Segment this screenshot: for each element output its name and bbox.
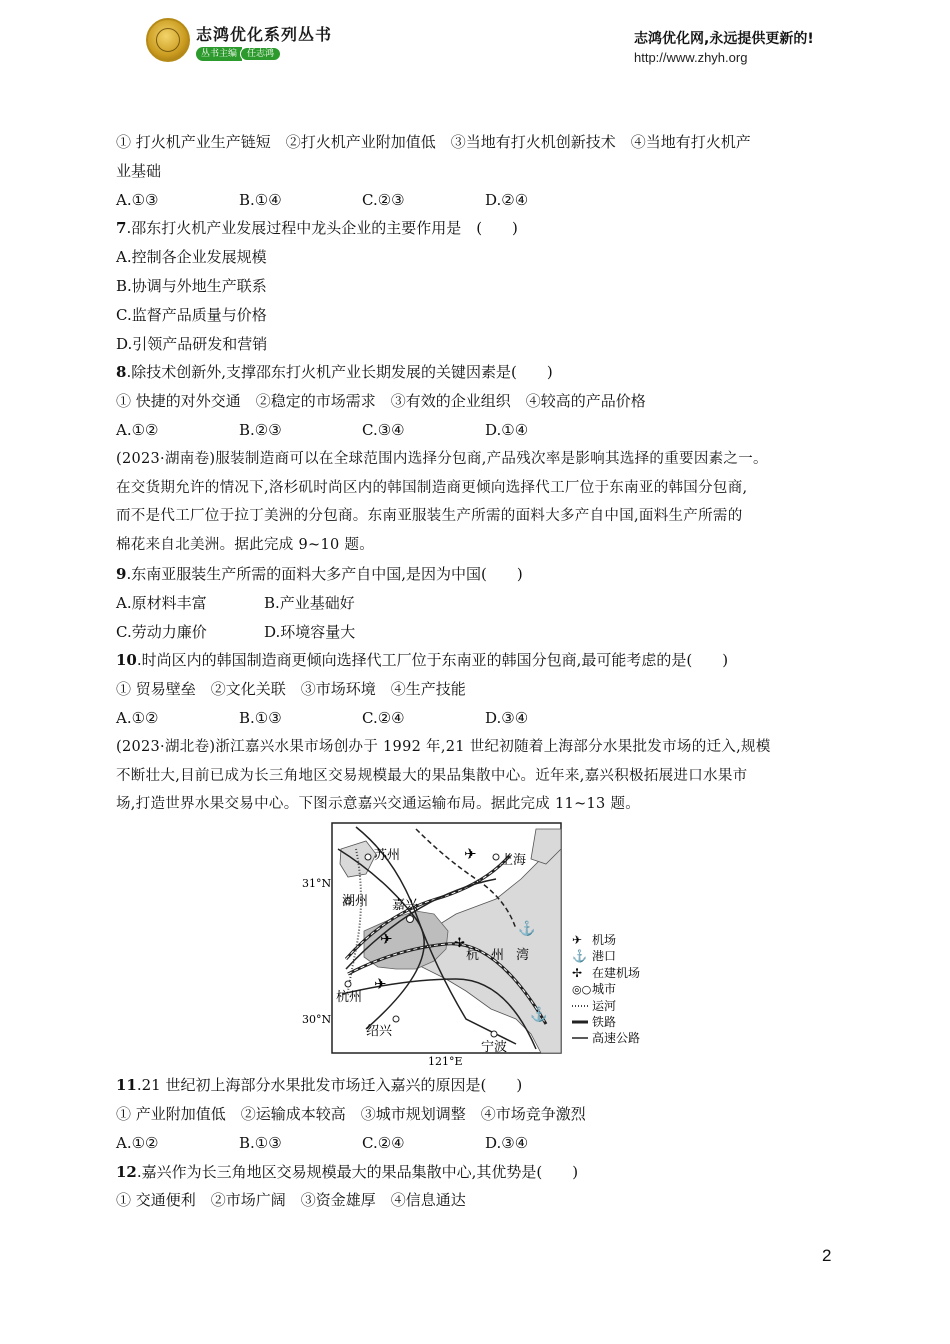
- lon-label-121: 121°E: [428, 1055, 463, 1069]
- option-d[interactable]: D.①④: [485, 420, 529, 439]
- q11-options: [116, 1129, 836, 1158]
- port-icon: ⚓: [572, 949, 587, 964]
- airport-icon: ✈: [572, 933, 583, 948]
- option-c[interactable]: C.②④: [362, 1133, 405, 1152]
- q12-stem: [116, 1158, 836, 1187]
- city-marker: [365, 854, 371, 860]
- option-d[interactable]: D.引领产品研发和营销: [116, 334, 268, 353]
- option-b[interactable]: B.产业基础好: [264, 593, 355, 612]
- jiaxing-transport-map: [116, 819, 836, 1071]
- option-c[interactable]: C.②④: [362, 708, 405, 727]
- header-url[interactable]: http://www.zhyh.org: [634, 50, 748, 65]
- option-b[interactable]: B.①③: [239, 708, 282, 727]
- city-label-hangzhou: 杭州: [336, 990, 363, 1006]
- question-text: .东南亚服装生产所需的面料大多产自中国,是因为中国( ): [126, 564, 523, 583]
- option-a[interactable]: A.①②: [116, 708, 159, 727]
- q7-stem: [116, 214, 836, 243]
- legend-port: 港口: [592, 949, 617, 964]
- intro-11-13-line3: 场,打造世界水果交易中心。下图示意嘉兴交通运输布局。据此完成 11~13 题。: [116, 796, 641, 813]
- intro-9-10-line4: 棉花来自北美洲。据此完成 9~10 题。: [116, 537, 375, 554]
- page-header: [0, 0, 950, 80]
- q10-options: [116, 704, 836, 733]
- option-a[interactable]: A.控制各企业发展规模: [116, 248, 267, 267]
- q10-stem: [116, 646, 836, 675]
- lat-label-31: 31°N: [302, 877, 332, 891]
- editor-badge: [196, 47, 281, 61]
- option-b[interactable]: B.①④: [239, 190, 282, 209]
- question-number: 9: [116, 564, 127, 583]
- page-content: [116, 128, 836, 1215]
- city-label-shanghai: 上海: [500, 853, 527, 869]
- option-c[interactable]: C.监督产品质量与价格: [116, 305, 267, 324]
- legend-construction-airport: 在建机场: [592, 966, 641, 981]
- question-number: 7: [116, 219, 127, 238]
- question-number: 12: [116, 1162, 137, 1181]
- question-number: 10: [116, 651, 137, 670]
- option-a[interactable]: A.原材料丰富: [116, 593, 207, 612]
- port-icon: ⚓: [518, 921, 536, 938]
- question-text: .21 世纪初上海部分水果批发市场迁入嘉兴的原因是( ): [136, 1076, 523, 1095]
- legend-airport: 机场: [592, 933, 617, 948]
- q8-stem: [116, 358, 836, 387]
- q9-options-row2: [116, 618, 836, 647]
- legend-canal: 运河: [592, 999, 617, 1014]
- intro-11-13-line2: 不断壮大,目前已成为长三角地区交易规模最大的果品集散中心。近年来,嘉兴积极拓展进口水果市: [116, 767, 748, 784]
- option-b[interactable]: B.②③: [239, 420, 282, 439]
- map-legend: [572, 932, 640, 1045]
- airport-icon: ✈: [374, 975, 387, 994]
- city-label-huzhou: 湖州: [342, 894, 369, 910]
- city-marker: [345, 981, 351, 987]
- port-icon: ⚓: [530, 1007, 548, 1024]
- option-d[interactable]: D.②④: [485, 190, 529, 209]
- option-b[interactable]: B.协调与外地生产联系: [116, 276, 267, 295]
- q6-options: [116, 186, 836, 215]
- series-logo: [146, 18, 190, 62]
- intro-11-13-line1: (2023·湖北卷)浙江嘉兴水果市场创办于 1992 年,21 世纪初随着上海部分水果批发市场的迁入,规模: [116, 738, 771, 755]
- option-c[interactable]: C.②③: [362, 190, 405, 209]
- series-title: 志鸿优化系列丛书: [196, 25, 333, 44]
- legend-railway: 铁路: [592, 1015, 617, 1030]
- city-marker: [491, 1031, 497, 1037]
- question-text: .嘉兴作为长三角地区交易规模最大的果品集散中心,其优势是( ): [136, 1162, 579, 1181]
- city-label-shaoxing: 绍兴: [366, 1024, 393, 1040]
- q10-statements: ① 贸易壁垒 ②文化关联 ③市场环境 ④生产技能: [116, 680, 466, 699]
- header-slogan: 志鸿优化网,永远提供更新的!: [634, 31, 814, 47]
- bay-label-1: 杭: [466, 948, 480, 964]
- option-d[interactable]: D.环境容量大: [264, 622, 356, 641]
- page-number: 2: [822, 1246, 832, 1265]
- city-icon: ◎○: [572, 983, 592, 997]
- construction-airport-icon: ✢: [454, 936, 465, 952]
- bay-label-2: 州: [491, 948, 505, 964]
- option-a[interactable]: A.①③: [116, 190, 159, 209]
- option-a[interactable]: A.①②: [116, 1133, 159, 1152]
- intro-9-10-line3: 而不是代工厂位于拉丁美洲的分包商。东南亚服装生产所需的面料大多产自中国,面料生产所需的: [116, 508, 743, 525]
- question-text: .除技术创新外,支撑邵东打火机产业长期发展的关键因素是( ): [126, 363, 553, 382]
- airport-icon: ✈: [464, 845, 477, 864]
- question-number: 8: [116, 363, 127, 382]
- q11-statements: ① 产业附加值低 ②运输成本较高 ③城市规划调整 ④市场竞争激烈: [116, 1104, 586, 1123]
- option-b[interactable]: B.①③: [239, 1133, 282, 1152]
- bay-label-3: 湾: [516, 948, 530, 964]
- intro-9-10-line1: (2023·湖南卷)服装制造商可以在全球范围内选择分包商,产品残次率是影响其选择的重要因素之一。: [116, 450, 768, 467]
- option-d[interactable]: D.③④: [485, 1133, 529, 1152]
- city-label-jiaxing: 嘉兴: [392, 898, 419, 914]
- lat-label-30: 30°N: [302, 1013, 332, 1027]
- editor-name: 任志鸿: [240, 47, 281, 61]
- city-marker-main: [407, 916, 414, 923]
- option-a[interactable]: A.①②: [116, 420, 159, 439]
- q8-options: [116, 416, 836, 445]
- q6-statements-line2: 业基础: [116, 161, 162, 180]
- intro-9-10-line2: 在交货期允许的情况下,洛杉矶时尚区内的韩国制造商更倾向选择代工厂位于东南亚的韩国分包商,: [116, 479, 748, 496]
- city-label-suzhou: 苏州: [374, 848, 401, 864]
- question-text: .时尚区内的韩国制造商更倾向选择代工厂位于东南亚的韩国分包商,最可能考虑的是( ): [136, 651, 729, 670]
- city-label-ningbo: 宁波: [481, 1040, 508, 1056]
- map-figure: [116, 819, 836, 1071]
- q11-stem: [116, 1071, 836, 1100]
- q12-statements: ① 交通便利 ②市场广阔 ③资金雄厚 ④信息通达: [116, 1191, 466, 1210]
- question-text: .邵东打火机产业发展过程中龙头企业的主要作用是 ( ): [126, 219, 518, 238]
- question-number: 11: [116, 1076, 137, 1095]
- editor-label: 丛书主编: [196, 47, 242, 61]
- city-marker: [393, 1016, 399, 1022]
- legend-highway: 高速公路: [592, 1031, 641, 1046]
- option-d[interactable]: D.③④: [485, 708, 529, 727]
- option-c[interactable]: C.③④: [362, 420, 405, 439]
- city-marker: [493, 854, 499, 860]
- legend-city: 城市: [592, 982, 617, 997]
- option-c[interactable]: C.劳动力廉价: [116, 622, 207, 641]
- q8-statements: ① 快捷的对外交通 ②稳定的市场需求 ③有效的企业组织 ④较高的产品价格: [116, 392, 646, 411]
- q9-options-row1: [116, 589, 836, 618]
- q9-stem: [116, 560, 836, 589]
- airport-icon: ✈: [380, 930, 393, 949]
- q6-statements-line1: ① 打火机产业生产链短 ②打火机产业附加值低 ③当地有打火机创新技术 ④当地有打火机产: [116, 133, 751, 151]
- construction-airport-icon: ✢: [572, 966, 583, 981]
